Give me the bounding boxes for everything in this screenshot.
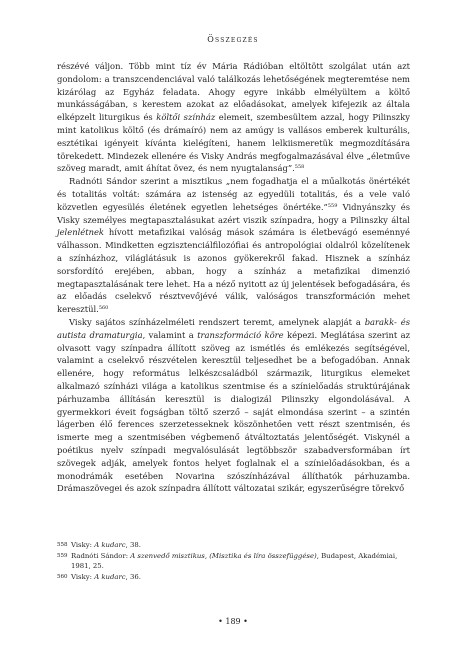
text-run: Visky sajátos színházelméleti rendszert teremt, amelynek alapját a — [69, 316, 365, 327]
italic-text: transzformáció köre — [197, 329, 284, 340]
footnote-ref: 558 — [294, 164, 305, 171]
footnote — [57, 551, 410, 572]
text-run: Visky: — [71, 541, 95, 549]
paragraph — [57, 175, 410, 316]
text-run: elemeit, szembesültem azzal, hogy Pilinszky mint katolikus költő (és drámaíró) nem az amúgy is vallásos emberek kulturális, esztétikai igényeit kívánta kielégíteni, hanem lelkiismeretük megmozdítására törekedett. Mindezek ellenére és Visky András megfogalmazásával élve „életműve szöveg maradt, amit áhítat övez, és nem nyugtalanság”. — [57, 112, 410, 174]
text-run: képezi. Meglátása szerint az olvasott vagy színpadra állított szöveg az ismétlés és emlékezés segítségével, valamint a cselekvő részvételen keresztül teljesedhet be a befogadóban. Annak ellenére, hogy református lelkészcsaládból származik, liturgikus elemeket alkalmazó színházi világa a katolikus szentmise és a színielőadás struktúrájának párhuzamba állításán keresztül is dialogizál Pilinszky elgondolásával. A gyermekkori éveit fogságban töltő szerző – saját elmondása szerint – a szintén lágerben élő ferences szerzetesseknek köszönhetően vett részt szentmisén, és ismerte meg a szentmisében végbemenő átváltoztatás jelentőségét. Viskynél a poétikus nyelv színpadi megvalósulását legtöbbször szabadversformában írt szövegek adják, amelyek fontos helyet foglalnak el a színielőadásokban, és a monodrámák esetében Novarina szószínházával állíthatók párhuzamba. Drámaszövegei és azok színpadra állított változatai szikár, egyszerűségre törekvő — [57, 329, 411, 494]
text-run: Vidnyánszky és Visky személyes megtapasztalásukat azért viszik színpadra, hogy a Pilinszky által — [57, 201, 410, 225]
italic-text: A szenvedő misztikus, (Misztika és líra összefüggése) — [130, 551, 317, 560]
text-run: , valamint a — [142, 329, 198, 340]
footnote-ref: 560 — [98, 305, 109, 312]
body-text — [57, 60, 410, 495]
paragraph — [57, 60, 410, 175]
text-run: hívott metafizikai valóság mások számára is életbevágó eseménnyé válhasson. Mindketten egzisztenciálfilozófiai és antropológiai oldalról közelítenek a színházhoz, világlátásuk is azonos gyökerekről fakad. Hisznek a színház sorsfordító erejében, abban, hogy a színház a metafizikai dimenzió megtapasztalásának tere lehet. Ha a néző nyitott az új jelentések befogadására, és az előadás cselekvő résztvevőjévé válik, valóságos transzformáción mehet keresztül. — [57, 227, 410, 315]
running-header: Összegzés — [207, 35, 259, 44]
text-run: részévé váljon. Több mint tíz év Mária Rádióban eltöltött szolgálat után azt gondolom: a transzcendenciával való találkozás lehetőségének megteremtése nem kizárólag az Egyház feladata. Ahogy egyre inkább elmélyültem a költő munkásságában, s kerestem azokat az előadásokat, amelyek kifejezik az általa elképzelt liturgikus és — [57, 61, 410, 123]
footnote — [57, 572, 410, 583]
paragraph — [57, 316, 410, 495]
footnote-number: 558 — [57, 542, 68, 548]
text-run: , 36. — [125, 572, 141, 581]
footnote — [57, 540, 410, 551]
footnotes — [57, 540, 410, 582]
footnote-ref: 559 — [327, 202, 338, 209]
text-run: Radnóti Sándor szerint a misztikus „nem fogadhatja el a műalkotás önértékét és totalitás voltát: számára az istenség az egyedüli totalitás, és a vele való közvetlen egyesülés életének egyetlen lehetséges önértéke.” — [57, 176, 410, 212]
italic-text: barakk- és autista dramaturgia — [57, 316, 410, 340]
page-number: • 189 • — [218, 617, 248, 626]
text-run: , Budapest, Akadémiai, 1981, 25. — [71, 551, 398, 570]
footnote-number: 559 — [57, 552, 68, 559]
italic-text: költői színház — [156, 112, 216, 123]
italic-text: A kudarc — [94, 572, 126, 581]
text-run: Radnóti Sándor: — [71, 551, 131, 560]
italic-text: jelenlétnek — [57, 227, 105, 238]
text-run: Visky: — [71, 572, 95, 581]
footnote-number: 560 — [57, 573, 68, 580]
text-run: , 38. — [125, 541, 141, 549]
italic-text: A kudarc — [94, 541, 126, 549]
